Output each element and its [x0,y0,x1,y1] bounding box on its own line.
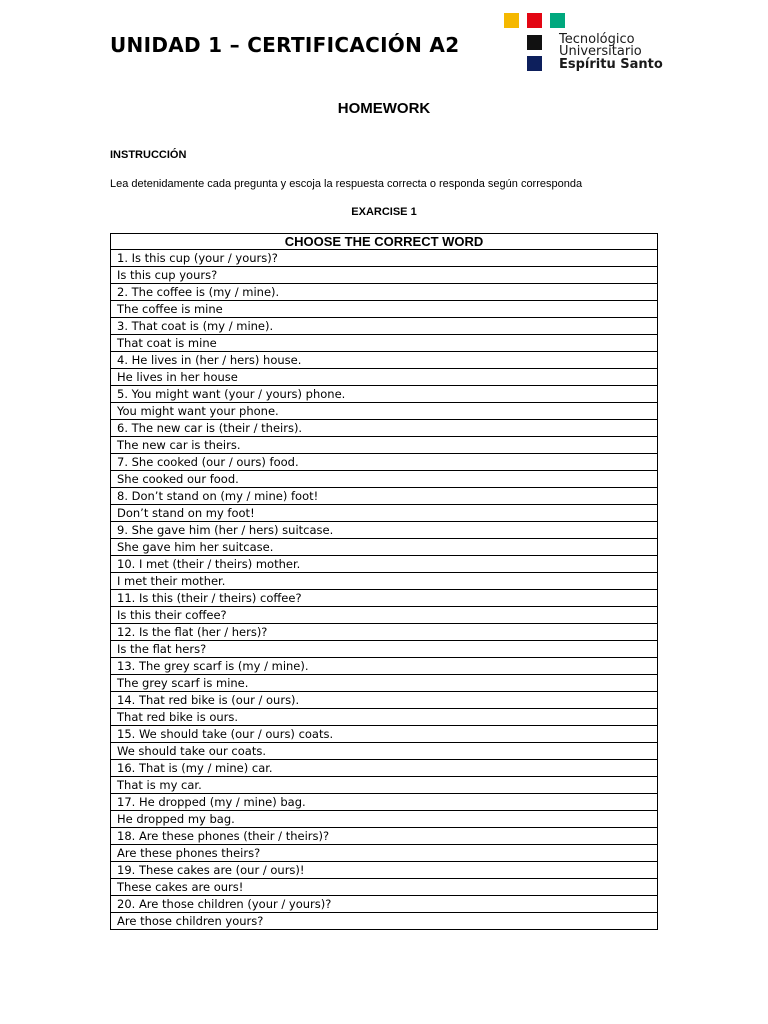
question-cell: 9. She gave him (her / hers) suitcase. [111,522,658,539]
table-row [111,267,658,284]
table-row [111,828,658,845]
table-row [111,403,658,420]
exercise-title: EXARCISE 1 [351,206,417,218]
question-cell: 14. That red bike is (our / ours). [111,692,658,709]
logo-square-black [527,35,542,50]
table-row [111,726,658,743]
logo-line-2: Universitario [559,44,642,59]
answer-cell: He dropped my bag. [111,811,658,828]
table-row [111,301,658,318]
instruction-text: Lea detenidamente cada pregunta y escoja la respuesta correcta o responda según corresponda [110,178,583,190]
table-row [111,573,658,590]
answer-cell: I met their mother. [111,573,658,590]
table-row [111,641,658,658]
instruction-label: INSTRUCCIÓN [110,149,187,161]
table-row [111,437,658,454]
table-row [111,607,658,624]
table-row [111,624,658,641]
table-row [111,284,658,301]
table-row [111,845,658,862]
answer-cell: He lives in her house [111,369,658,386]
table-row [111,879,658,896]
question-cell: 7. She cooked (our / ours) food. [111,454,658,471]
answer-cell: Are those children yours? [111,913,658,930]
table-row [111,539,658,556]
table-row [111,505,658,522]
question-cell: 10. I met (their / theirs) mother. [111,556,658,573]
logo-square-red [527,13,542,28]
table-row [111,556,658,573]
question-cell: 6. The new car is (their / theirs). [111,420,658,437]
table-row [111,709,658,726]
table-row [111,471,658,488]
table-row [111,250,658,267]
question-cell: 17. He dropped (my / mine) bag. [111,794,658,811]
question-cell: 13. The grey scarf is (my / mine). [111,658,658,675]
table-row [111,522,658,539]
table-row [111,352,658,369]
table-row [111,811,658,828]
table-row [111,318,658,335]
logo-line-3: Espíritu Santo [559,57,663,72]
question-cell: 4. He lives in (her / hers) house. [111,352,658,369]
answer-cell: Are these phones theirs? [111,845,658,862]
question-cell: 11. Is this (their / theirs) coffee? [111,590,658,607]
answer-cell: We should take our coats. [111,743,658,760]
answer-cell: She gave him her suitcase. [111,539,658,556]
table-row [111,896,658,913]
table-header-row [111,234,658,250]
table-row [111,335,658,352]
question-cell: 20. Are those children (your / yours)? [111,896,658,913]
exercise-table [110,233,658,930]
answer-cell: That is my car. [111,777,658,794]
answer-cell: That coat is mine [111,335,658,352]
answer-cell: The coffee is mine [111,301,658,318]
question-cell: 8. Don’t stand on (my / mine) foot! [111,488,658,505]
answer-cell: Is this their coffee? [111,607,658,624]
answer-cell: Don’t stand on my foot! [111,505,658,522]
unit-title: UNIDAD 1 – CERTIFICACIÓN A2 [110,33,460,57]
question-cell: 1. Is this cup (your / yours)? [111,250,658,267]
question-cell: 16. That is (my / mine) car. [111,760,658,777]
answer-cell: That red bike is ours. [111,709,658,726]
homework-title: HOMEWORK [337,100,431,117]
answer-cell: You might want your phone. [111,403,658,420]
logo-square-navy [527,56,542,71]
university-logo [504,13,664,75]
table-row [111,369,658,386]
table-row [111,760,658,777]
table-row [111,862,658,879]
question-cell: 12. Is the flat (her / hers)? [111,624,658,641]
question-cell: 3. That coat is (my / mine). [111,318,658,335]
table-row [111,420,658,437]
table-row [111,488,658,505]
logo-square-yellow [504,13,519,28]
question-cell: 19. These cakes are (our / ours)! [111,862,658,879]
table-header: CHOOSE THE CORRECT WORD [111,234,658,250]
table-row [111,590,658,607]
answer-cell: Is this cup yours? [111,267,658,284]
table-body [111,250,658,930]
table-row [111,386,658,403]
answer-cell: The new car is theirs. [111,437,658,454]
question-cell: 18. Are these phones (their / theirs)? [111,828,658,845]
table-row [111,777,658,794]
table-row [111,913,658,930]
answer-cell: These cakes are ours! [111,879,658,896]
logo-line-1: Tecnológico [559,32,635,47]
question-cell: 5. You might want (your / yours) phone. [111,386,658,403]
table-row [111,794,658,811]
question-cell: 15. We should take (our / ours) coats. [111,726,658,743]
question-cell: 2. The coffee is (my / mine). [111,284,658,301]
table-row [111,743,658,760]
answer-cell: Is the flat hers? [111,641,658,658]
table-row [111,658,658,675]
table-row [111,675,658,692]
answer-cell: She cooked our food. [111,471,658,488]
table-row [111,692,658,709]
table-row [111,454,658,471]
answer-cell: The grey scarf is mine. [111,675,658,692]
logo-square-green [550,13,565,28]
